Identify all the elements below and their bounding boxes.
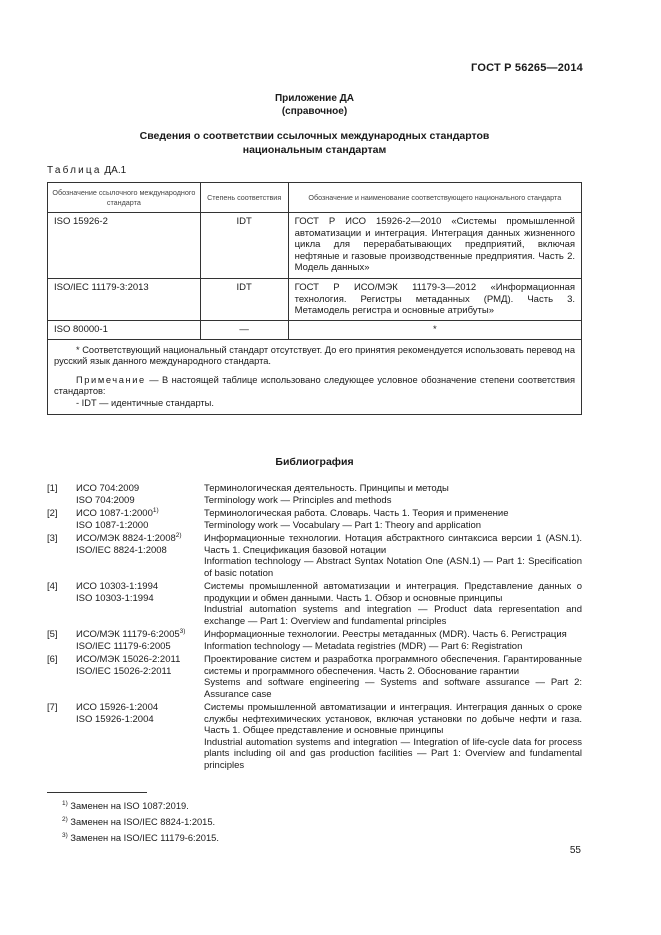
bib-code-ru (76, 654, 204, 666)
bib-code-ru (76, 702, 204, 714)
bib-code-en: ISO/IEC 15026-2:2011 (76, 665, 172, 677)
cell-ref: ISO 80000-1 (48, 321, 201, 340)
note-text: — В настоящей таблице использовано следующее условное обозначение степени соответствия стандартов: (54, 374, 575, 396)
bib-codes (76, 654, 204, 700)
table-note-row (48, 339, 582, 415)
table-row (48, 213, 582, 279)
bib-code-en: ISO 1087-1:2000 (76, 519, 149, 531)
bib-number: [4] (47, 581, 58, 592)
bib-desc-ru: Системы промышленной автоматизации и интеграция. Представление данных о продукции и обмен данными. Часть 1. Обзор и основные принципы (204, 581, 582, 604)
bib-code-ru-text: ИСО/МЭК 8824-1:2008 (76, 533, 176, 544)
bibliography-item (47, 533, 582, 579)
bib-code-ru-text: ИСО 1087-1:2000 (76, 508, 153, 519)
correspondence-table (47, 182, 582, 415)
bibliography-item (47, 508, 582, 531)
bib-code-sup: 1) (152, 506, 159, 514)
bib-description (204, 533, 582, 579)
appendix-subtitle: (справочное) (281, 106, 348, 117)
bib-desc-ru: Терминологическая деятельность. Принципы и методы (204, 483, 449, 494)
cell-degree: IDT (200, 213, 288, 279)
bib-code-ru-text: ИСО 10303-1:1994 (76, 581, 159, 592)
bib-description (204, 581, 582, 627)
bib-description (204, 508, 582, 531)
bib-code-en: ISO 10303-1:1994 (76, 592, 154, 604)
bibliography-item (47, 581, 582, 627)
bib-number: [3] (47, 533, 58, 544)
bib-codes (76, 581, 204, 627)
bib-code-en: ISO/IEC 11179-6:2005 (76, 640, 171, 652)
bib-code-ru (76, 483, 204, 495)
bib-desc-ru: Системы промышленной автоматизации и интеграция. Интеграция данных о сроке службы нефтехимических установок, включая установки по добыче нефти и газа. Часть 1. Общее представление и основные принципы (204, 702, 582, 736)
bib-codes (76, 533, 204, 579)
bib-desc-ru: Проектирование систем и разработка программного обеспечения. Гарантированные системы и программного обеспечения. Часть 2. Обоснование гарантии (204, 654, 582, 677)
bib-desc-en: Terminology work — Principles and methods (204, 494, 392, 506)
bib-description (204, 702, 582, 771)
bib-code-ru-text: ИСО/МЭК 15026-2:2011 (76, 654, 181, 665)
cell-degree: IDT (200, 279, 288, 321)
bib-number: [7] (47, 702, 58, 713)
bib-number: [5] (47, 629, 58, 640)
bib-code-ru (76, 508, 204, 520)
table-caption (47, 165, 126, 176)
footnote-item (62, 798, 219, 814)
bib-code-en: ISO/IEC 8824-1:2008 (76, 544, 167, 556)
table-footnote: * Соответствующий национальный стандарт отсутствует. До его принятия рекомендуется использовать перевод на русский язык данного международного стандарта. (54, 344, 575, 366)
standard-code-header: ГОСТ Р 56265—2014 (471, 62, 583, 74)
page-number: 55 (569, 845, 581, 856)
bib-code-ru (76, 533, 204, 545)
cell-national: ГОСТ Р ИСО 15926-2—2010 «Системы промышленной автоматизации и интеграция. Интеграция данных жизненного цикла для перерабатывающих предприятий, включая нефтяные и газовые производственные предприятия. Часть 2. Модель данных» (288, 213, 581, 279)
footnote-item (62, 814, 219, 830)
bib-codes (76, 629, 204, 652)
note-label: Примечание (76, 374, 146, 385)
bib-code-en: ISO 15926-1:2004 (76, 713, 154, 725)
bib-desc-en: Terminology work — Vocabulary — Part 1: Theory and application (204, 519, 482, 531)
appendix-title-block (47, 92, 582, 118)
bib-description (204, 654, 582, 700)
bib-code-ru-text: ИСО 15926-1:2004 (76, 702, 159, 713)
table-row (48, 321, 582, 340)
cell-national: * (288, 321, 581, 340)
bib-number: [1] (47, 483, 58, 494)
appendix-heading-line2: национальным стандартам (242, 144, 387, 156)
bib-desc-en: Information technology — Metadata registries (MDR) — Part 6: Registration (204, 640, 523, 652)
bib-code-ru (76, 581, 204, 593)
header-ref-standard: Обозначение ссылочного международного стандарта (48, 183, 201, 213)
bib-description (204, 483, 582, 506)
footnotes (62, 798, 219, 846)
bib-code-sup: 2) (175, 531, 182, 539)
cell-national: ГОСТ Р ИСО/МЭК 11179-3—2012 «Информационная технология. Регистры метаданных (РМД). Часть 3. Метамодель регистра и основные атрибуты» (288, 279, 581, 321)
bib-desc-ru: Информационные технологии. Нотация абстрактного синтаксиса версии 1 (ASN.1). Часть 1. Спецификация базовой нотации (204, 533, 582, 556)
footnote-marker: 1) (62, 799, 68, 807)
bib-codes (76, 508, 204, 531)
bib-code-ru (76, 629, 204, 641)
bib-code-sup: 3) (179, 627, 186, 635)
bibliography-title: Библиография (275, 456, 354, 468)
bib-code-en: ISO 704:2009 (76, 494, 135, 506)
bib-desc-ru: Терминологическая работа. Словарь. Часть 1. Теория и применение (204, 508, 509, 519)
footnote-text: Заменен на ISO 1087:2019. (70, 801, 189, 811)
cell-ref: ISO/IEC 11179-3:2013 (48, 279, 201, 321)
table-row (48, 279, 582, 321)
footnote-divider (47, 792, 147, 793)
cell-degree: — (200, 321, 288, 340)
bibliography-item (47, 483, 582, 506)
table-note (54, 375, 575, 398)
appendix-heading-line1: Сведения о соответствии ссылочных международных стандартов (139, 130, 490, 142)
bib-desc-en: Industrial automation systems and integration — Product data representation and exchange — Part 1: Overview and fundamental principles (204, 604, 582, 627)
bib-code-ru-text: ИСО 704:2009 (76, 483, 140, 494)
appendix-title: Приложение ДА (274, 93, 355, 104)
bib-desc-en: Industrial automation systems and integration — Integration of life-cycle data for process plants including oil and gas production facilities — Part 1: Overview and fundamental principles (204, 736, 582, 771)
footnote-text: Заменен на ISO/IEC 8824-1:2015. (70, 817, 216, 827)
table-caption-word: Таблица (47, 165, 102, 176)
appendix-heading (47, 129, 582, 157)
bib-number: [6] (47, 654, 58, 665)
bibliography-item (47, 654, 582, 700)
bibliography-list (47, 483, 582, 773)
header-degree: Степень соответствия (200, 183, 288, 213)
footnote-marker: 3) (62, 831, 68, 839)
bib-number: [2] (47, 508, 58, 519)
cell-ref: ISO 15926-2 (48, 213, 201, 279)
footnote-marker: 2) (62, 815, 68, 823)
bib-desc-ru: Информационные технологии. Реестры метаданных (MDR). Часть 6. Регистрация (204, 629, 567, 640)
bib-codes (76, 702, 204, 771)
table-note-cell (48, 339, 582, 415)
bib-desc-en: Systems and software engineering — Systems and software assurance — Part 2: Assurance case (204, 677, 582, 700)
bib-description (204, 629, 582, 652)
footnote-text: Заменен на ISO/IEC 11179-6:2015. (70, 833, 219, 843)
bibliography-item (47, 629, 582, 652)
footnote-item (62, 830, 219, 846)
header-national-standard: Обозначение и наименование соответствующего национального стандарта (288, 183, 581, 213)
table-caption-number: ДА.1 (104, 165, 127, 176)
bib-codes (76, 483, 204, 506)
table-header-row (48, 183, 582, 213)
note-item: - IDT — идентичные стандарты. (76, 397, 214, 408)
bib-desc-en: Information technology — Abstract Syntax Notation One (ASN.1) — Part 1: Specification of basic notation (204, 556, 582, 579)
bibliography-item (47, 702, 582, 771)
bib-code-ru-text: ИСО/МЭК 11179-6:2005 (76, 629, 180, 640)
